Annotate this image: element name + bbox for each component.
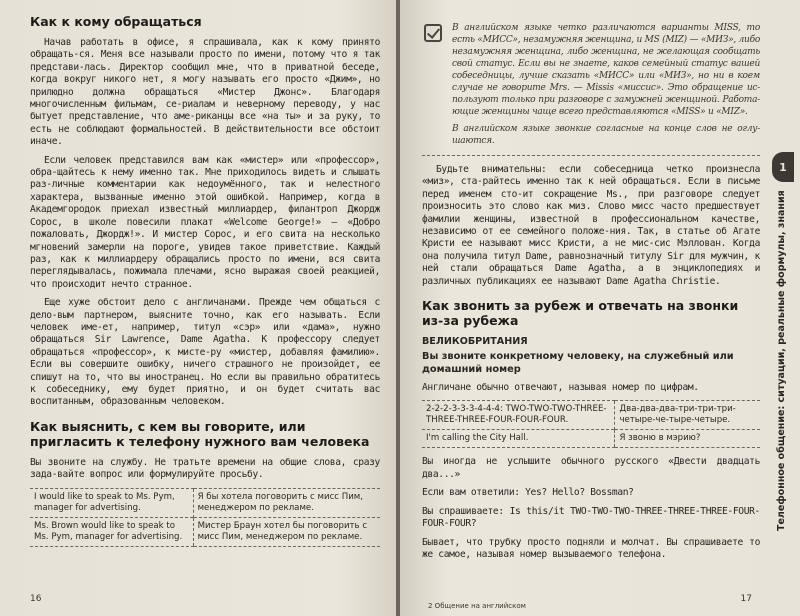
page-number: 16 bbox=[30, 594, 42, 604]
note-text: В английском языке четко различаются варианты MISS, то есть «МИСС», незамужняя женщина, и MS (MIZ) — «МИЗ», либо незамужняя женщина, либо женщина, не желающая сообщать свой статус. Если вы не знаете, каков семейный статус вашей собеседницы, лучше сказать «МИСС» или «МИЗ», но ни в коем случае не говорите Mrs. — Missis «миссис». Это обращение ис-пользуют только при разговоре с замужней женщиной. Работа-ющие женщины чаще всего представляются «MISS» и «MIZ». bbox=[452, 23, 760, 117]
country-label: ВЕЛИКОБРИТАНИЯ bbox=[422, 336, 528, 348]
chapter-tab: 1 bbox=[772, 152, 794, 182]
table-row bbox=[422, 401, 760, 430]
paragraph: Вы спрашиваете: Is this/it TWO-TWO-TWO-THREE-THREE-THREE-FOUR-FOUR-FOUR? bbox=[422, 505, 760, 530]
note-text: В английском языке звонкие согласные на конце слов не оглу-шаются. bbox=[452, 124, 760, 146]
table-cell-russian: Я звоню в мэрию? bbox=[615, 430, 760, 448]
table-row bbox=[30, 517, 380, 546]
table-row bbox=[30, 488, 380, 517]
paragraph: Если человек представился вам как «мистер» или «профессор», обра-щайтесь к нему именно так. Мне приходилось видеть и слышать раз-личные комментарии как недоумённого, так и нелестного характера, вызванные именно этой ошибкой. Например, когда в Академгородок приехал известный миллиардер, филантроп Джордж Сорос, в школе повесили плакат «Welcome George!» — «Добро пожаловать, Джордж!». И мистер Сорос, и его свита на несколько мгновений замерли на пороге, увидев такое приветствие. Каждый раз, как к миллиардеру обращались просто по имени, вся свита переглядывалась, пожимала плечами, ясно выражая своей реакцией, что происходит нечто странное. bbox=[30, 154, 380, 290]
paragraph: Англичане обычно отвечают, называя номер по цифрам. bbox=[422, 382, 699, 394]
paragraph: Будьте внимательны: если собеседница четко произнесла «миз», ста-райтесь именно так к ней обращаться. Если в письме перед именем сто-ит сокращение Ms., при разговоре следует произносить это слово как миз. Слово мисс часто предшествует фамилии женщины, известной в профессиональном качестве, независимо от ее семейного положе-ния. Так, в статье об Агате Кристи ее называют мисс Кристи, а не мис-сис Мэллован. Когда она получила титул Dame, равнозначный титулу Sir для мужчин, к ней стали обращаться Dame Agatha, а в энциклопедиях и различных публикациях ее называют Dame Agatha Christie. bbox=[422, 164, 760, 287]
subheading: Вы звоните конкретному человеку, на служебный или домашний номер bbox=[422, 351, 734, 376]
note-box bbox=[422, 22, 760, 147]
phrase-table bbox=[30, 488, 380, 547]
paragraph: Начав работать в офисе, я спрашивала, как к кому принято обращать-ся. Меня все называли просто по имени, потому что я так представи-лась. Директор сообщил мне, что в приватной беседе, когда вокруг никого нет, я могу называть его просто «Джим», но прилюдно должна обращаться «Мистер Джонс». Благодаря многочисленным фильмам, се-риалам и неверному переводу, у нас бытует представление, что аме-риканцы все «на ты» и за руку, то есть не соблюдают формальностей. В действительности все обстоит иначе. bbox=[30, 37, 380, 148]
table-cell-russian: Мистер Браун хотел бы поговорить с мисс Пим, менеджером по рекламе. bbox=[193, 517, 380, 546]
left-page-content bbox=[30, 14, 380, 555]
chapter-title-vertical: Телефонное общение: ситуации, реальные формулы, знания bbox=[776, 190, 787, 531]
running-footer: 2 Общение на английском bbox=[428, 602, 526, 610]
paragraph: Бывает, что трубку просто подняли и молчат. Вы спрашиваете то же самое, называя номер вызываемого телефона. bbox=[422, 536, 760, 560]
table-row bbox=[422, 430, 760, 448]
heading-calling-abroad: Как звонить за рубеж и отвечать на звонки из-за рубежа bbox=[422, 298, 739, 329]
heading-find-out-who: Как выяснить, с кем вы говорите, или пригласить к телефону нужного вам человека bbox=[30, 418, 370, 449]
table-cell-english: 2-2-2-3-3-3-4-4-4: TWO-TWO-TWO-THREE-THREE-THREE-FOUR-FOUR-FOUR. bbox=[422, 401, 615, 430]
phrase-table bbox=[422, 400, 760, 448]
paragraph: Вы звоните на службу. Не тратьте времени на общие слова, сразу зада-вайте вопрос или формулируйте просьбу. bbox=[30, 456, 380, 481]
table-cell-english: I'm calling the City Hall. bbox=[422, 430, 615, 448]
right-page-content bbox=[422, 22, 760, 567]
left-page bbox=[0, 0, 398, 616]
heading-whom-to-address: Как к кому обращаться bbox=[30, 14, 202, 29]
divider bbox=[422, 155, 760, 156]
paragraph: Если вам ответили: Yes? Hello? Bossman? bbox=[422, 487, 634, 499]
paragraph: Вы иногда не услышите обычного русского «Двести двадцать два...» bbox=[422, 456, 760, 480]
checkmark-icon bbox=[424, 24, 442, 42]
table-cell-russian: Два-два-два-три-три-три-четыре-че-тыре-четыре. bbox=[615, 401, 760, 430]
table-cell-english: Ms. Brown would like to speak to Ms. Pym, manager for advertising. bbox=[30, 517, 193, 546]
table-cell-english: I would like to speak to Ms. Pym, manager for advertising. bbox=[30, 488, 193, 517]
page-number: 17 bbox=[740, 594, 752, 604]
paragraph: Еще хуже обстоит дело с англичанами. Прежде чем общаться с дело-вым партнером, выясните точно, как его называть. Если человек име-ет, например, титул «сэр» или «дама», нужно обращаться Sir Lawrence, Dame Agatha. К профессору следует обращаться «профессор», к мисте-ру «мистер, добавляя фамилию». Если вы совершите ошибку, ничего страшного не произойдет, ее спишут на то, что вы иностранец. Но если вы правильно обратитесь к собеседнику, ему будет приятно, и он будет считать вас воспитанным, образованным человеком. bbox=[30, 297, 380, 408]
table-cell-russian: Я бы хотела поговорить с мисс Пим, менеджером по рекламе. bbox=[193, 488, 380, 517]
right-page bbox=[400, 0, 800, 616]
